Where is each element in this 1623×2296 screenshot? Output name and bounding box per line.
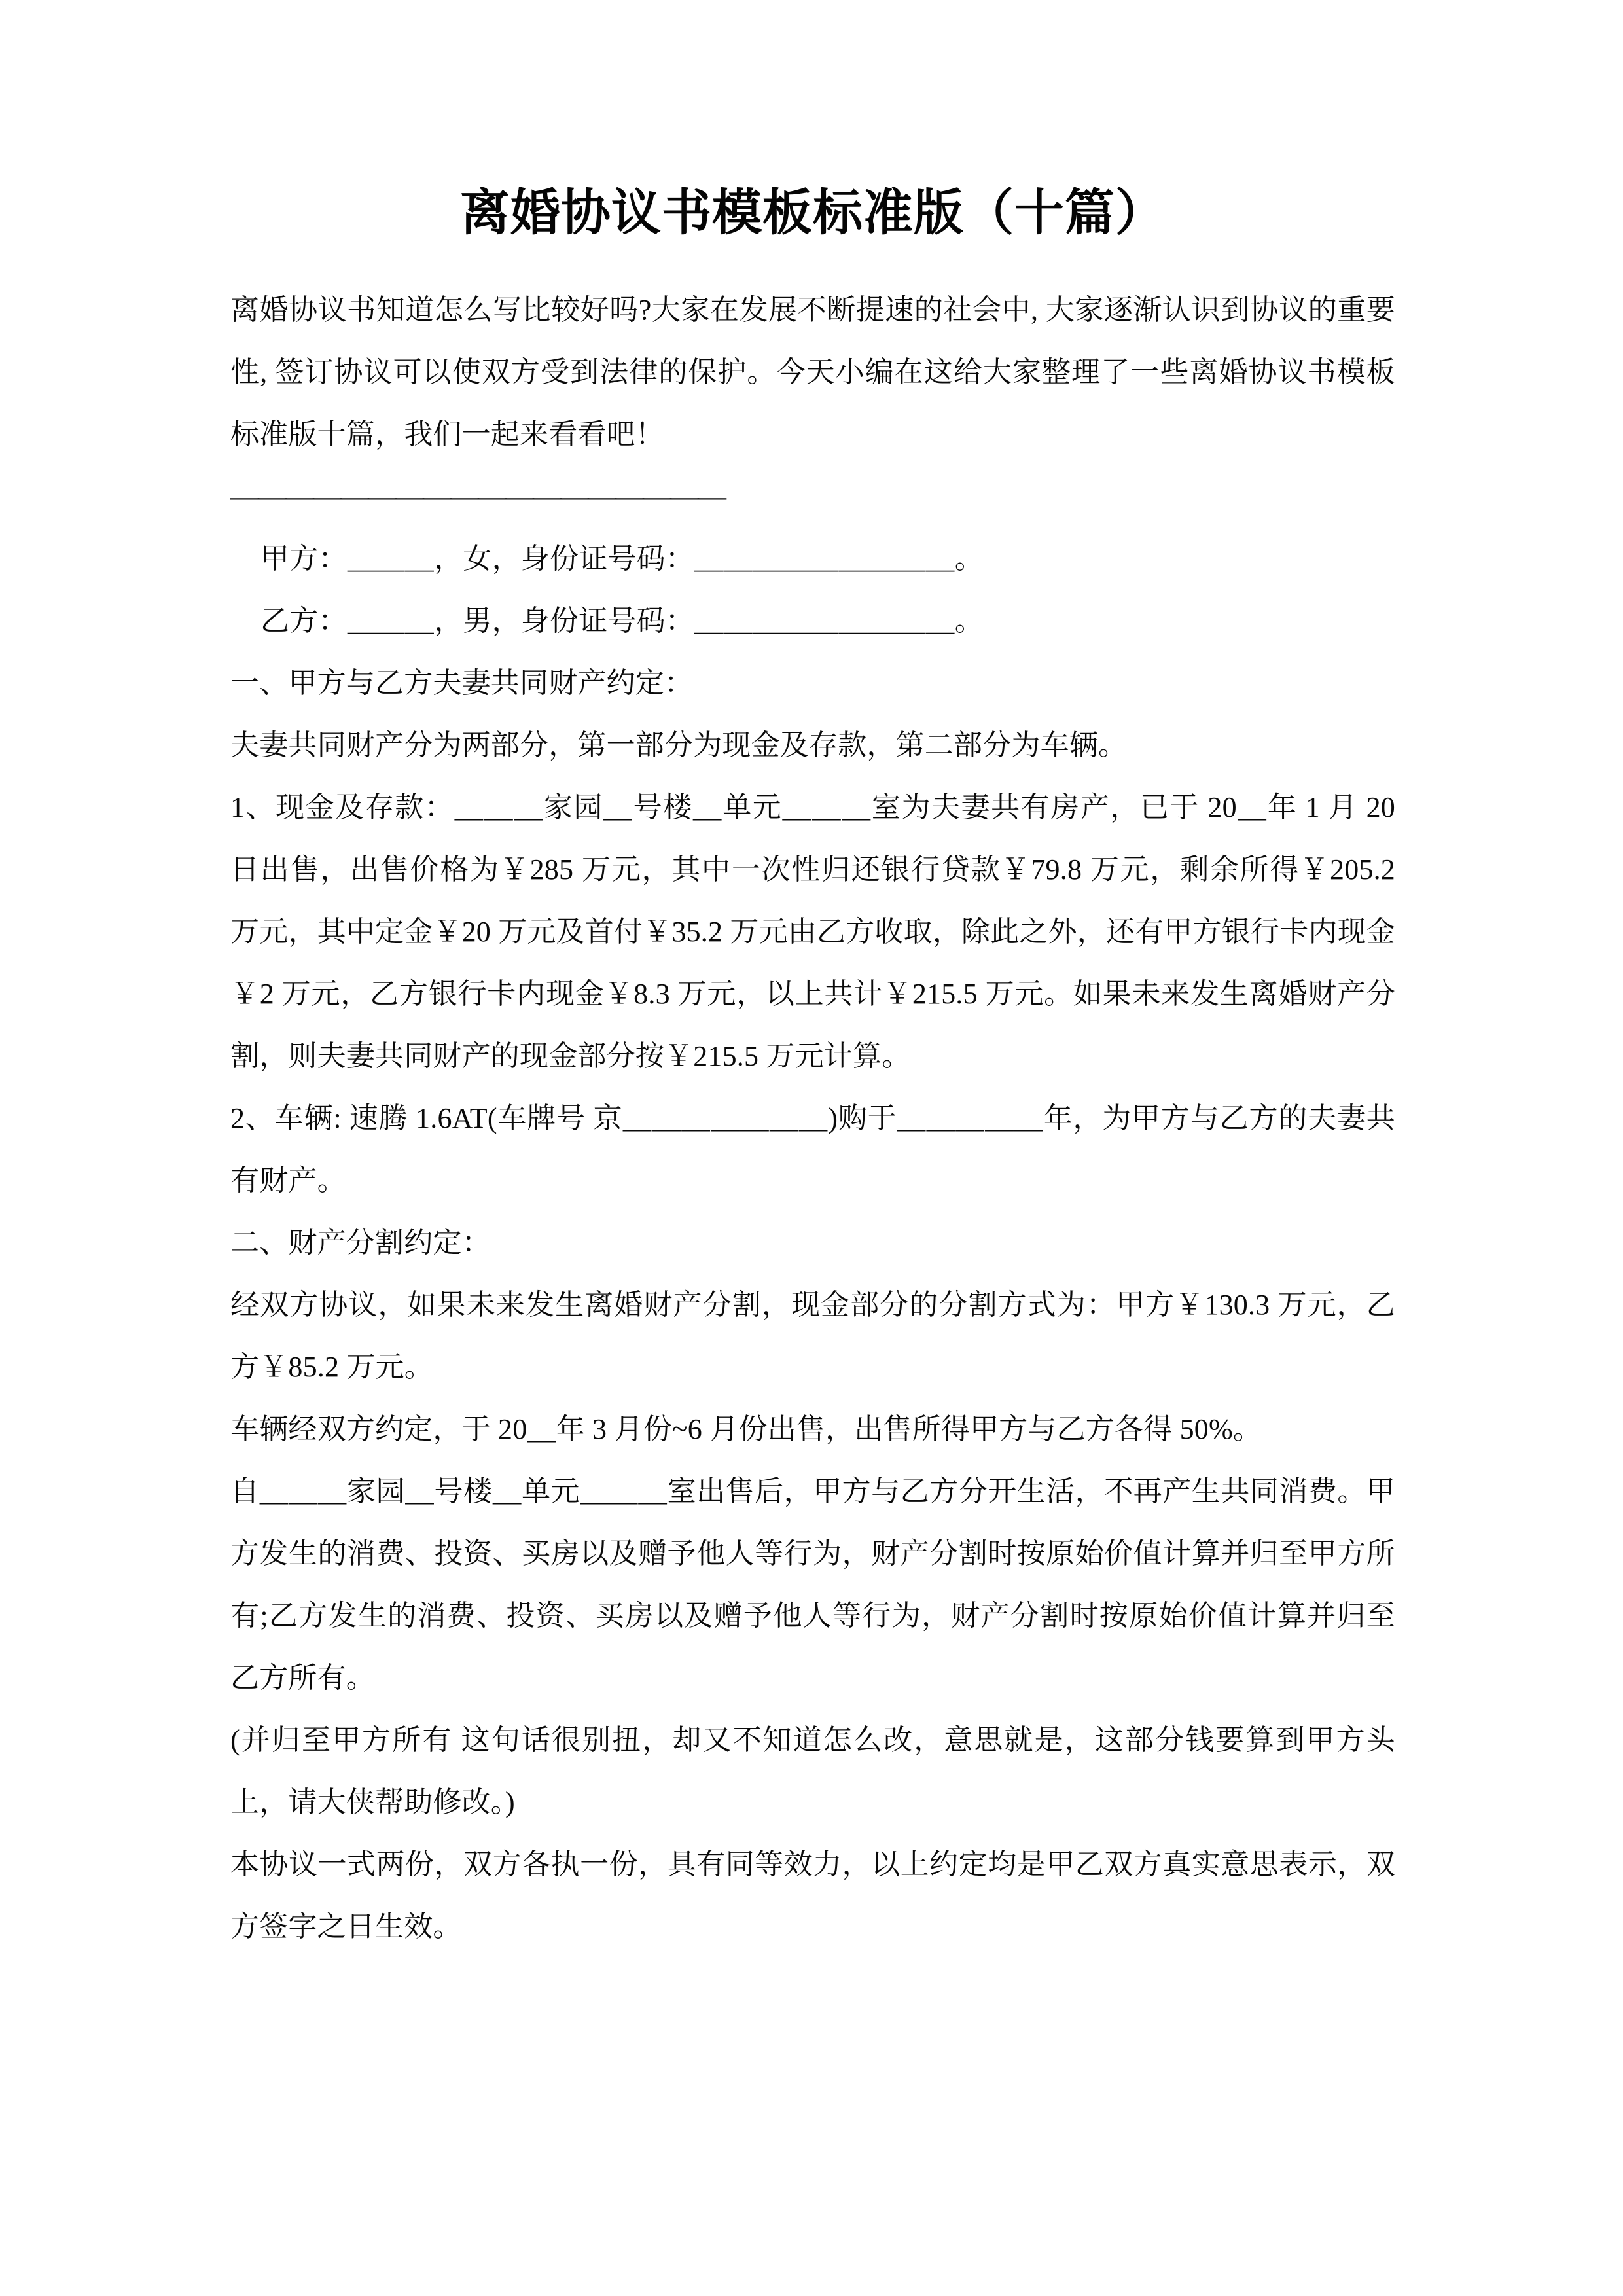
paragraph-party-b: 乙方：＿＿＿，男，身份证号码：＿＿＿＿＿＿＿＿＿。	[260, 605, 984, 637]
paragraph-vehicle-sale-terms: 车辆经双方约定，于 20＿年 3 月份~6 月份出售，出售所得甲方与乙方各得 50%。	[230, 1413, 1262, 1445]
paragraph-post-sale-separation: 自＿＿＿家园＿号楼＿单元＿＿＿室出售后，甲方与乙方分开生活，不再产生共同消费。甲方发生的消费、投资、买房以及赠予他人等行为，财产分割时按原始价值计算并归至甲方所有;乙方发生的消费、投资、买房以及赠予他人等行为，财产分割时按原始价值计算并归至乙方所有。	[230, 1475, 1395, 1694]
page-title: 离婚协议书模板标准版（十篇）	[460, 186, 1166, 241]
document-body	[230, 279, 1395, 1958]
paragraph-item-cash-deposit: 1、现金及存款：＿＿＿家园＿号楼＿单元＿＿＿室为夫妻共有房产，已于 20＿年 1 月 20 日出售，出售价格为￥285 万元，其中一次性归还银行贷款￥79.8 万元，剩余所得￥205.2 万元，其中定金￥20 万元及首付￥35.2 万元由乙方收取，除此之外，还有甲方银行卡内现金￥2 万元，乙方银行卡内现金￥8.3 万元，以上共计￥215.5 万元。如果未来发生离婚财产分割，则夫妻共同财产的现金部分按￥215.5 万元计算。	[230, 791, 1395, 1072]
paragraph-closing-clause: 本协议一式两份，双方各执一份，具有同等效力，以上约定均是甲乙双方真实意思表示，双方签字之日生效。	[230, 1848, 1395, 1943]
heading-section-one: 一、甲方与乙方夫妻共同财产约定：	[230, 667, 694, 699]
paragraph-party-a: 甲方：＿＿＿，女，身份证号码：＿＿＿＿＿＿＿＿＿。	[260, 543, 984, 575]
paragraph-item-vehicle: 2、车辆: 速腾 1.6AT(车牌号 京＿＿＿＿＿＿＿)购于＿＿＿＿＿年，为甲方与乙方的夫妻共有财产。	[230, 1102, 1395, 1196]
paragraph-cash-split: 经双方协议，如果未来发生离婚财产分割，现金部分的分割方式为：甲方￥130.3 万元，乙方￥85.2 万元。	[230, 1289, 1395, 1383]
section-divider: ——————————————————	[230, 480, 725, 512]
paragraph-author-note: (并归至甲方所有 这句话很别扭，却又不知道怎么改，意思就是，这部分钱要算到甲方头上，请大侠帮助修改。)	[230, 1724, 1395, 1818]
paragraph-intro: 离婚协议书知道怎么写比较好吗?大家在发展不断提速的社会中, 大家逐渐认识到协议的重要性, 签订协议可以使双方受到法律的保护。今天小编在这给大家整理了一些离婚协议书模板标准版十篇，我们一起来看看吧！	[230, 294, 1395, 450]
paragraph-joint-property-overview: 夫妻共同财产分为两部分，第一部分为现金及存款，第二部分为车辆。	[230, 729, 1128, 761]
heading-section-two: 二、财产分割约定：	[230, 1227, 491, 1259]
document-content	[230, 0, 1395, 1958]
